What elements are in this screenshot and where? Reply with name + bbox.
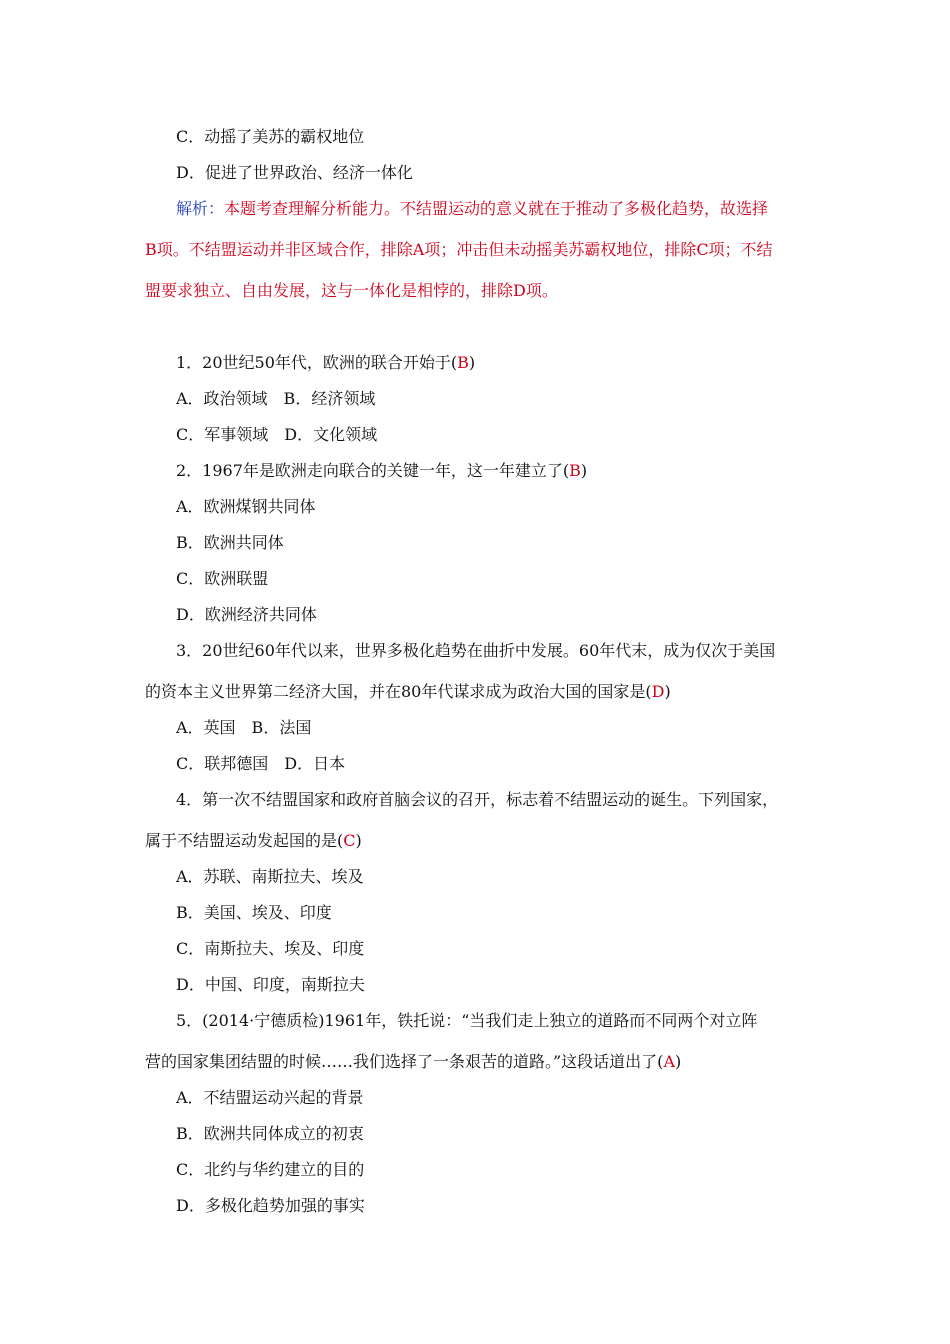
question-5-option-c: C．北约与华约建立的目的 (176, 1160, 365, 1179)
question-2-stem (176, 461, 587, 481)
question-4-option-c: C．南斯拉夫、埃及、印度 (176, 939, 365, 958)
question-3-text: 的资本主义世界第二经济大国，并在80年代谋求成为政治大国的国家是( (145, 682, 652, 701)
question-2-text: 2．1967年是欧洲走向联合的关键一年，这一年建立了( (176, 461, 570, 480)
question-5-option-a: A．不结盟运动兴起的背景 (176, 1088, 364, 1107)
question-3-answer: D (651, 682, 665, 701)
question-5-option-b: B．欧洲共同体成立的初衷 (176, 1124, 364, 1143)
question-2-close-paren: ) (580, 461, 588, 480)
question-4-text: 属于不结盟运动发起国的是( (145, 831, 344, 850)
question-2-option-b: B．欧洲共同体 (176, 533, 284, 552)
question-2-option-c: C．欧洲联盟 (176, 569, 269, 588)
question-5-option-d: D．多极化趋势加强的事实 (176, 1196, 365, 1215)
question-3-stem-line-2 (145, 682, 671, 702)
question-4-answer: C (343, 831, 356, 850)
question-4-option-d: D．中国、印度，南斯拉夫 (176, 975, 365, 994)
analysis-label: 解析： (176, 199, 225, 218)
question-1-answer: B (457, 353, 469, 372)
analysis-line-3: 盟要求独立、自由发展，这与一体化是相悖的，排除D项。 (145, 281, 558, 300)
question-5-answer: A (663, 1052, 675, 1071)
prev-option-d: D．促进了世界政治、经济一体化 (176, 163, 413, 182)
analysis-line-1 (176, 199, 768, 219)
question-1-stem (176, 353, 475, 373)
question-2-answer: B (569, 461, 581, 480)
question-5-text: 营的国家集团结盟的时候……我们选择了一条艰苦的道路。”这段话道出了( (145, 1052, 664, 1071)
prev-option-c: C．动摇了美苏的霸权地位 (176, 127, 365, 146)
question-4-option-b: B．美国、埃及、印度 (176, 903, 332, 922)
question-3-option-row-2: C．联邦德国 D．日本 (176, 754, 346, 773)
question-5-stem-line-1: 5．(2014·宁德质检)1961年，铁托说：“当我们走上独立的道路而不同两个对立阵 (176, 1011, 758, 1030)
question-2-option-a: A．欧洲煤钢共同体 (176, 497, 316, 516)
question-4-stem-line-2 (145, 831, 362, 851)
question-3-option-row-1: A．英国 B．法国 (176, 718, 312, 737)
analysis-text-1: 本题考查理解分析能力。不结盟运动的意义就在于推动了多极化趋势，故选择 (224, 199, 769, 218)
question-1-option-row-1: A．政治领域 B．经济领域 (176, 389, 376, 408)
question-4-option-a: A．苏联、南斯拉夫、埃及 (176, 867, 364, 886)
question-1-close-paren: ) (468, 353, 476, 372)
question-3-stem-line-1: 3．20世纪60年代以来，世界多极化趋势在曲折中发展。60年代末，成为仅次于美国 (176, 641, 776, 660)
question-4-close-paren: ) (355, 831, 362, 850)
question-3-close-paren: ) (664, 682, 671, 701)
question-1-option-row-2: C．军事领域 D．文化领域 (176, 425, 378, 444)
analysis-line-2: B项。不结盟运动并非区域合作，排除A项；冲击但未动摇美苏霸权地位，排除C项；不结 (145, 240, 773, 259)
question-5-stem-line-2 (145, 1052, 681, 1072)
question-1-text: 1．20世纪50年代，欧洲的联合开始于( (176, 353, 458, 372)
question-5-close-paren: ) (675, 1052, 682, 1071)
question-4-stem-line-1: 4．第一次不结盟国家和政府首脑会议的召开，标志着不结盟运动的诞生。下列国家， (176, 790, 779, 809)
question-2-option-d: D．欧洲经济共同体 (176, 605, 317, 624)
